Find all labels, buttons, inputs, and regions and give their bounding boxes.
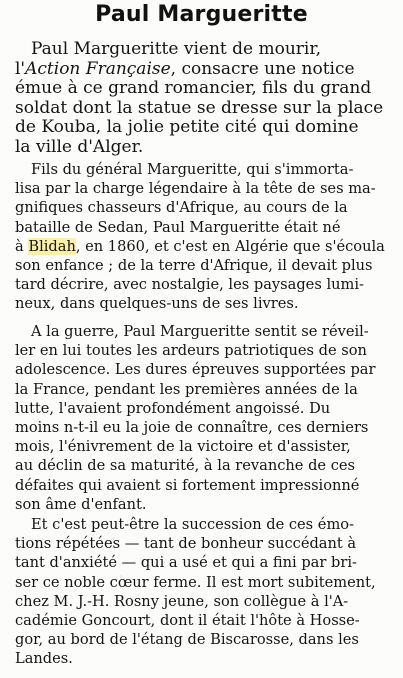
text-line — [15, 237, 391, 256]
paragraph-3 — [15, 322, 391, 514]
article-title: Paul Margueritte — [95, 2, 308, 27]
paragraph-1 — [15, 40, 391, 158]
text-line: chez M. J.-H. Rosny jeune, son collègue à l'A- — [15, 592, 349, 610]
text-line: Et c'est peut-être la succession de ces émo- — [31, 516, 354, 533]
text-line: au déclin de sa maturité, à la revanche de ces — [15, 457, 356, 475]
text-fragment: l' — [15, 58, 26, 79]
text-line: émue à ce grand romancier, fils du grand — [15, 78, 372, 99]
text-line: lisa par la charge légendaire à la tête de ses ma- — [15, 180, 376, 198]
text-line: bataille de Sedan, Paul Margueritte était né — [15, 218, 341, 236]
text-line: tions répétées — tant de bonheur succédant à — [15, 535, 357, 553]
text-fragment: , en 1860, et c'est en Algérie que s'écoula — [75, 237, 385, 255]
text-line: tant d'anxiété — qui a usé et qui a fini par bri- — [15, 554, 357, 572]
text-line: son enfance ; de la terre d'Afrique, il devait plus — [15, 257, 373, 275]
text-line: moins n-t-il eu la joie de connaître, ces derniers — [15, 419, 369, 437]
text-line: Paul Margueritte vient de mourir, — [31, 39, 322, 59]
paragraph-2 — [15, 160, 391, 314]
text-line: Landes. — [15, 650, 73, 668]
text-line: son âme d'enfant. — [15, 495, 147, 513]
text-line: cadémie Goncourt, dont il était l'hôte à Hosse- — [15, 612, 360, 630]
text-line — [15, 60, 391, 80]
text-line: gnifiques chasseurs d'Afrique, au cours de la — [15, 199, 348, 217]
text-line: la France, pendant les premières années de la — [15, 380, 358, 398]
text-line: soldat dont la statue se dresse sur la place — [15, 97, 384, 118]
text-line: de Kouba, la jolie petite cité qui domine — [15, 117, 359, 138]
newspaper-name: Action Française — [25, 58, 171, 79]
text-line: gor, au bord de l'étang de Biscarosse, dans les — [15, 631, 359, 649]
highlighted-place-name: Blidah — [28, 237, 76, 255]
text-line: mois, l'énivrement de la victoire et d'assister, — [15, 438, 351, 456]
text-line: la ville d'Alger. — [15, 136, 144, 157]
text-line: tard décrire, avec nostalgie, les paysages lumi- — [15, 276, 364, 294]
text-line: lutte, l'avaient profondément angoissé. Du — [15, 399, 331, 417]
text-line: ler en lui toutes les ardeurs patriotiques de son — [15, 342, 367, 360]
text-fragment: , consacre une notice — [170, 58, 355, 79]
text-fragment: à — [15, 237, 29, 255]
text-line: neux, dans quelques-uns de ses livres. — [15, 295, 299, 313]
paragraph-4 — [15, 515, 391, 669]
text-line: défaites qui avaient si fortement impressionné — [15, 476, 360, 494]
text-line: ser ce noble cœur ferme. Il est mort subitement, — [15, 573, 376, 591]
text-line: A la guerre, Paul Margueritte sentit se réveil- — [31, 323, 369, 340]
text-line: Fils du général Margueritte, qui s'immorta- — [31, 161, 354, 178]
text-line: adolescence. Les dures épreuves supportées par — [15, 361, 376, 379]
